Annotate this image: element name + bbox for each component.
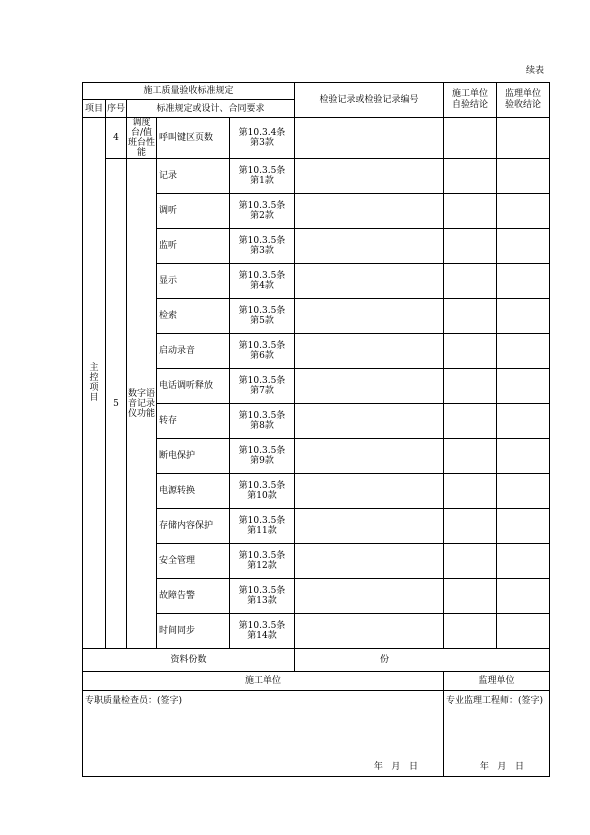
construction-result-cell[interactable] [444,509,497,544]
sub-clause-text: 第13款 [247,596,277,606]
supervision-result-cell[interactable] [497,544,550,579]
record-cell[interactable] [295,194,444,229]
clause-reference [230,579,295,614]
clause-reference [230,334,295,369]
item-name: 断电保护 [157,439,230,474]
clause-reference [230,404,295,439]
standard-title-header: 施工质量验收标准规定 [83,83,295,100]
clause-reference [230,544,295,579]
item-name: 时间同步 [157,614,230,649]
construction-result-cell[interactable] [444,118,497,159]
sub-clause-text: 第10款 [247,491,277,501]
materials-row [83,649,550,672]
clause-text: 第10.3.5条 [238,376,286,386]
item-name: 故障告警 [157,579,230,614]
clause-reference [230,369,295,404]
continuation-label: 续表 [526,66,545,76]
clause-text: 第10.3.5条 [238,621,286,631]
date-label: 年 月 日 [373,762,418,772]
sub-clause-text: 第2款 [250,211,274,221]
clause-text: 第10.3.5条 [238,551,286,561]
sub-clause-text: 第12款 [247,561,277,571]
record-cell[interactable] [295,264,444,299]
record-cell[interactable] [295,439,444,474]
supervision-result-cell[interactable] [497,369,550,404]
main-category-cell: 主控项目 [83,118,106,649]
item-name: 安全管理 [157,544,230,579]
record-cell[interactable] [295,404,444,439]
clause-reference [230,474,295,509]
construction-result-cell[interactable] [444,334,497,369]
sub-clause-text: 第7款 [250,386,274,396]
construction-result-cell[interactable] [444,579,497,614]
construction-signature-cell[interactable] [83,691,444,777]
clause-reference [230,194,295,229]
record-cell[interactable] [295,299,444,334]
date-label: 年 月 日 [479,762,524,772]
supervision-conclusion-header: 监理单位验收结论 [497,83,550,118]
clause-reference [230,509,295,544]
supervision-result-cell[interactable] [497,579,550,614]
item-name: 电话调听释放 [157,369,230,404]
item-name: 检索 [157,299,230,334]
supervision-signature-cell[interactable] [444,691,550,777]
table-row [83,118,550,159]
clause-text: 第10.3.5条 [238,446,286,456]
clause-text: 第10.3.5条 [238,271,286,281]
group-name: 调度台/值班台性能 [127,118,155,158]
copies-unit: 份 [295,649,550,672]
supervision-unit-label: 监理单位 [444,672,550,691]
record-cell[interactable] [295,118,444,159]
clause-text: 第10.3.4条 [238,128,286,138]
seq-number: 4 [106,118,127,159]
clause-text: 第10.3.5条 [238,411,286,421]
construction-result-cell[interactable] [444,264,497,299]
supervision-result-cell[interactable] [497,194,550,229]
sub-clause-text: 第5款 [250,316,274,326]
supervision-result-cell[interactable] [497,299,550,334]
clause-reference [230,159,295,194]
supervision-result-cell[interactable] [497,404,550,439]
clause-reference [230,264,295,299]
construction-result-cell[interactable] [444,229,497,264]
sub-clause-text: 第6款 [250,351,274,361]
sub-clause-text: 第11款 [247,526,277,536]
record-cell[interactable] [295,474,444,509]
construction-result-cell[interactable] [444,474,497,509]
header-row-1 [83,83,550,100]
item-name: 记录 [157,159,230,194]
seq-column-header: 序号 [106,100,127,118]
record-cell[interactable] [295,369,444,404]
supervision-result-cell[interactable] [497,474,550,509]
clause-text: 第10.3.5条 [238,481,286,491]
sub-clause-text: 第3款 [250,246,274,256]
materials-label: 资料份数 [83,649,295,672]
clause-text: 第10.3.5条 [238,236,286,246]
clause-reference [230,614,295,649]
clause-text: 第10.3.5条 [238,306,286,316]
supervision-result-cell[interactable] [497,614,550,649]
construction-result-cell[interactable] [444,404,497,439]
sub-clause-text: 第9款 [250,456,274,466]
table-row [83,159,550,194]
signature-label: 专业监理工程师：(签字) [446,696,544,706]
construction-result-cell[interactable] [444,299,497,334]
clause-text: 第10.3.5条 [238,201,286,211]
item-name: 调听 [157,194,230,229]
sub-clause-text: 第8款 [250,421,274,431]
supervision-result-cell[interactable] [497,509,550,544]
record-cell[interactable] [295,159,444,194]
clause-text: 第10.3.5条 [238,166,286,176]
record-cell[interactable] [295,334,444,369]
record-column-header: 检验记录或检验记录编号 [295,83,444,118]
item-name: 监听 [157,229,230,264]
supervision-result-cell[interactable] [497,264,550,299]
supervision-result-cell[interactable] [497,159,550,194]
construction-result-cell[interactable] [444,194,497,229]
construction-result-cell[interactable] [444,544,497,579]
supervision-result-cell[interactable] [497,229,550,264]
group-name: 数字语音记录仪功能 [127,159,157,649]
clause-text: 第10.3.5条 [238,586,286,596]
clause-reference [230,439,295,474]
item-name: 电源转换 [157,474,230,509]
sub-clause-text: 第3款 [250,138,274,148]
construction-conclusion-header: 施工单位自验结论 [444,83,497,118]
item-name: 启动录音 [157,334,230,369]
signature-label: 专职质量检查员：(签字) [85,696,183,706]
item-name: 存储内容保护 [157,509,230,544]
construction-unit-label: 施工单位 [83,672,444,691]
seq-number: 5 [106,159,127,649]
item-name: 显示 [157,264,230,299]
item-name: 转存 [157,404,230,439]
sub-clause-text: 第14款 [247,631,277,641]
item-name: 呼叫键区页数 [157,118,230,159]
construction-result-cell[interactable] [444,614,497,649]
clause-text: 第10.3.5条 [238,516,286,526]
sub-clause-text: 第4款 [250,281,274,291]
clause-reference [230,118,295,159]
unit-row [83,672,550,691]
record-cell[interactable] [295,579,444,614]
supervision-result-cell[interactable] [497,439,550,474]
requirement-column-header: 标准规定或设计、合同要求 [127,100,295,118]
supervision-result-cell[interactable] [497,334,550,369]
construction-result-cell[interactable] [444,369,497,404]
construction-result-cell[interactable] [444,159,497,194]
sub-clause-text: 第1款 [250,176,274,186]
item-column-header: 项目 [83,100,106,118]
record-cell[interactable] [295,509,444,544]
clause-text: 第10.3.5条 [238,341,286,351]
construction-result-cell[interactable] [444,439,497,474]
acceptance-table [82,82,550,777]
clause-reference [230,299,295,334]
clause-reference [230,229,295,264]
supervision-result-cell[interactable] [497,118,550,159]
record-cell[interactable] [295,229,444,264]
record-cell[interactable] [295,544,444,579]
record-cell[interactable] [295,614,444,649]
signature-row [83,691,550,777]
